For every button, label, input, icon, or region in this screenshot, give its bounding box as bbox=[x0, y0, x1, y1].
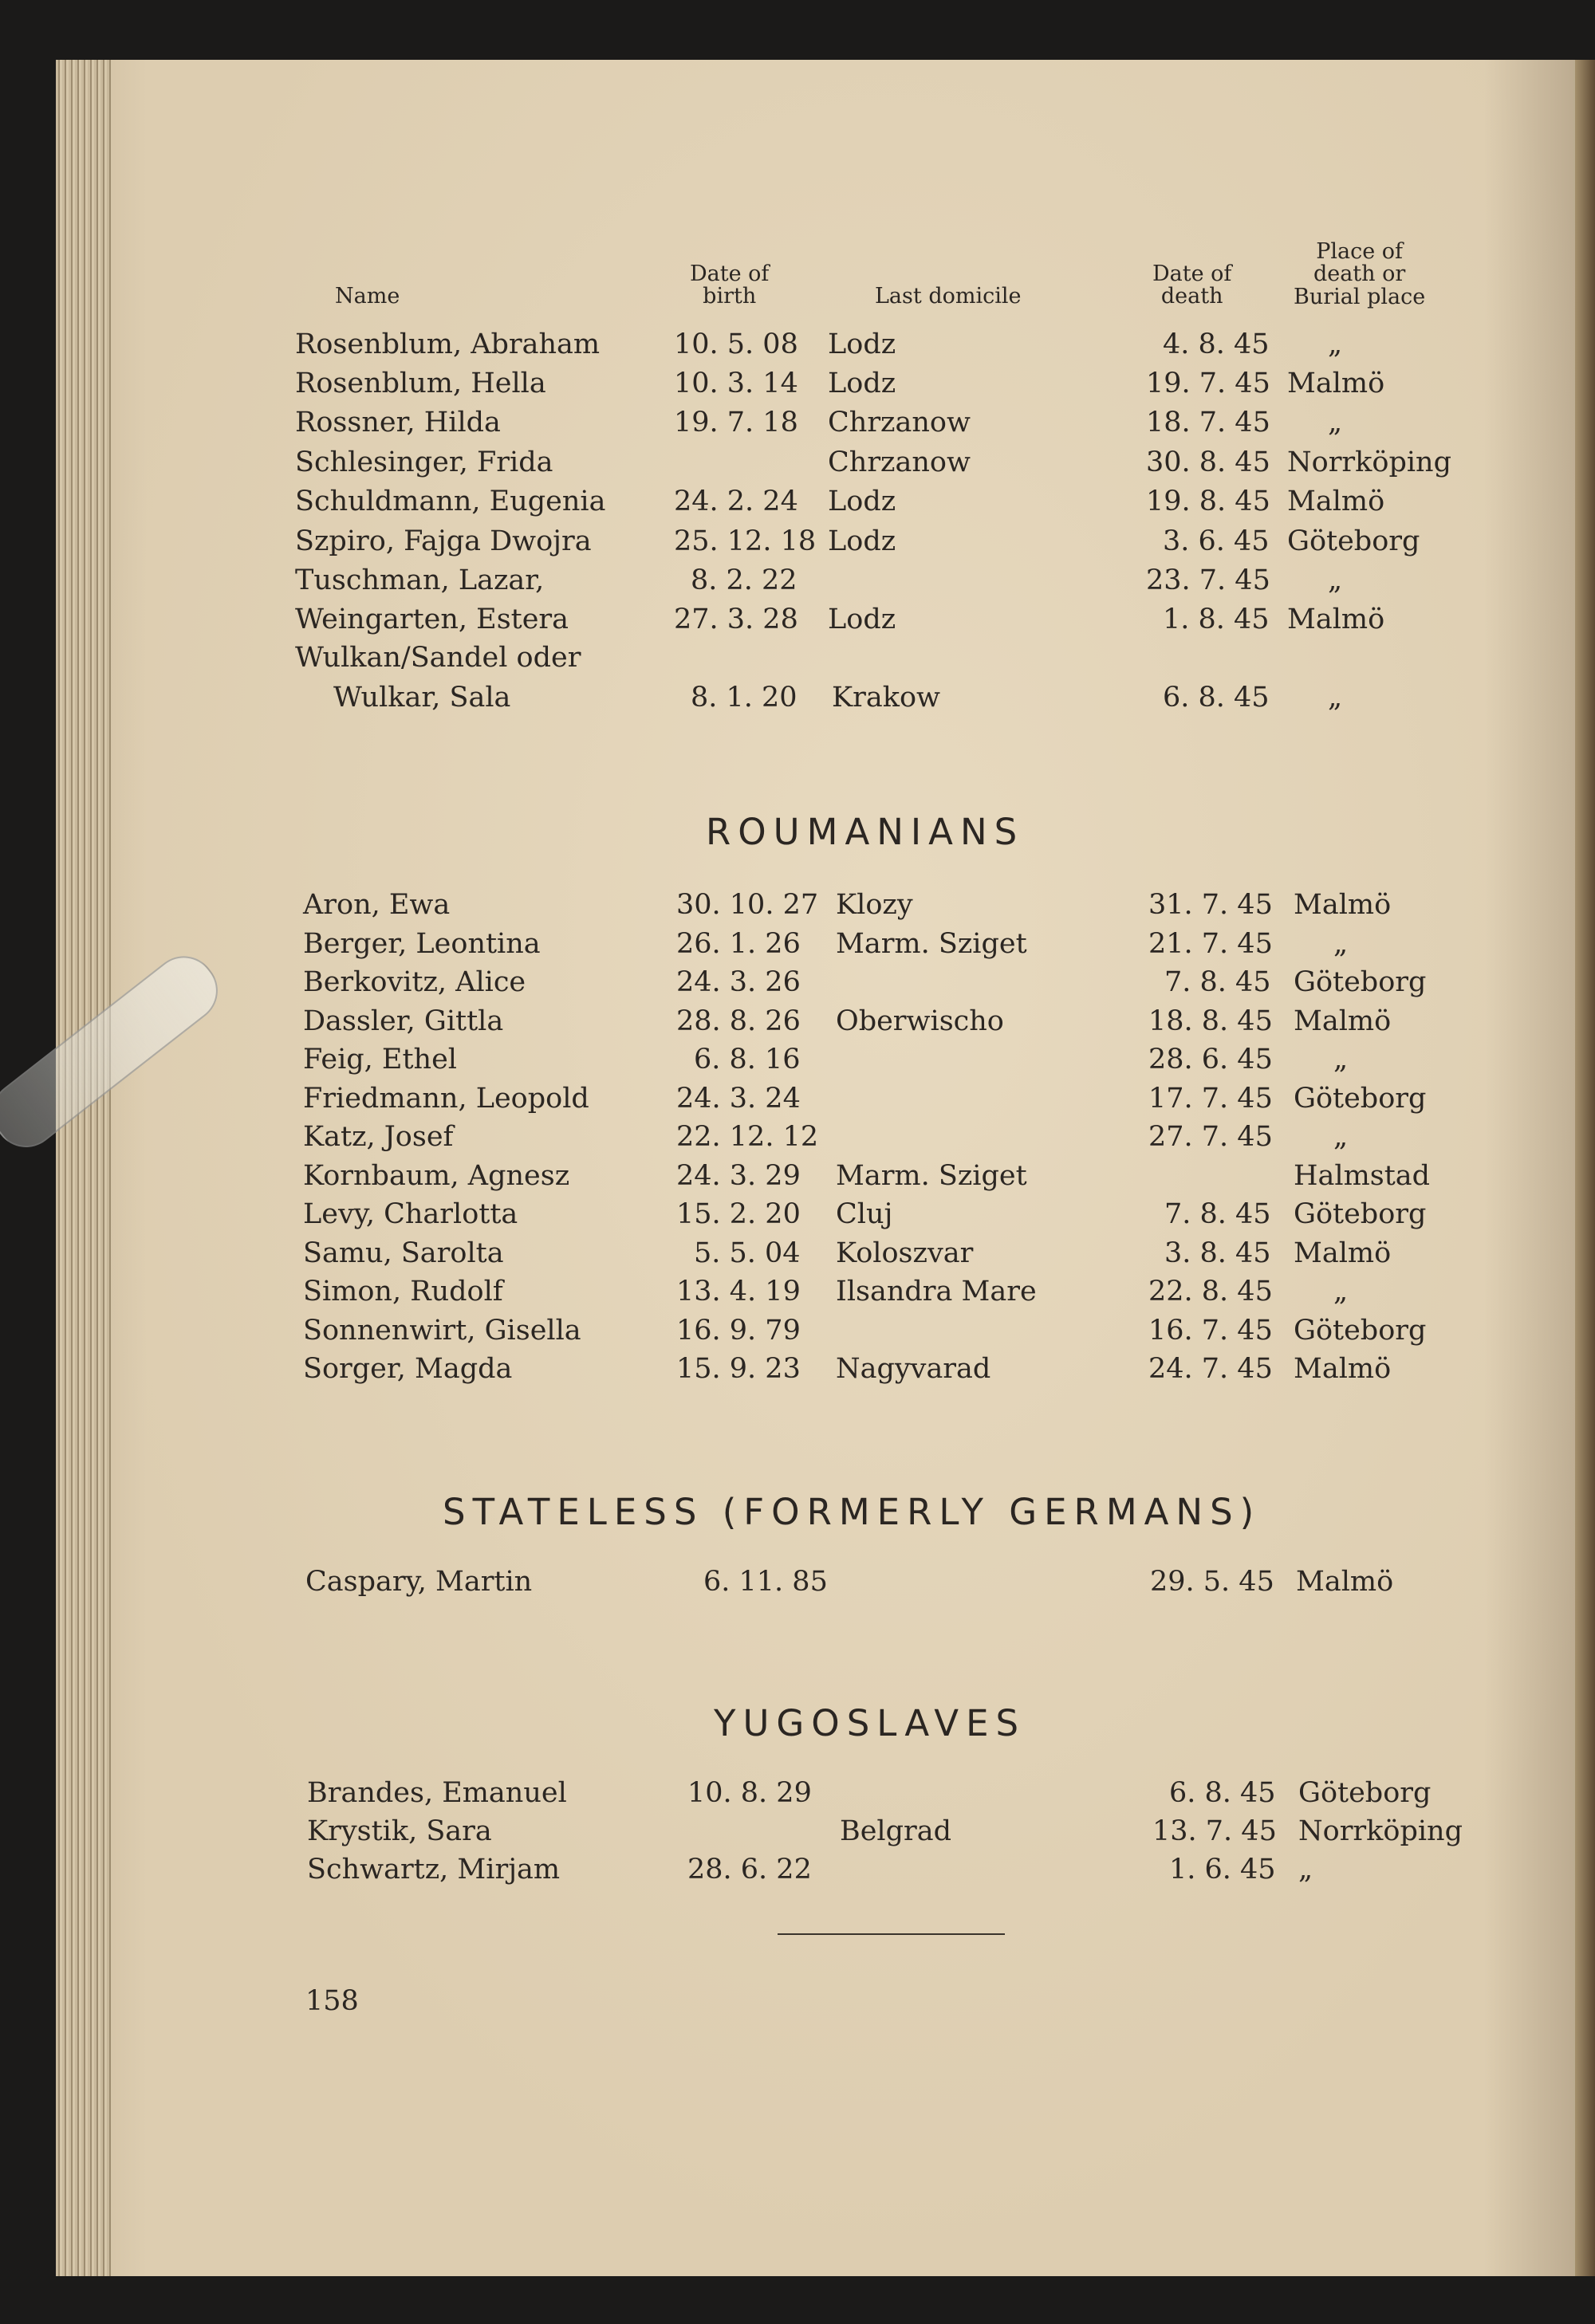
dod-cell: 7. 8. 45 bbox=[1164, 966, 1271, 998]
dob-cell: 24. 3. 24 bbox=[676, 1083, 801, 1115]
dob-cell: 15. 2. 20 bbox=[676, 1198, 801, 1230]
name-cell: Wulkar, Sala bbox=[333, 682, 511, 714]
dob-cell: 24. 2. 24 bbox=[674, 486, 798, 517]
name-cell: Friedmann, Leopold bbox=[303, 1083, 589, 1115]
domicile-cell: Ilsandra Mare bbox=[836, 1276, 1037, 1307]
place-cell: Malmö bbox=[1287, 604, 1385, 635]
dod-cell: 18. 8. 45 bbox=[1148, 1005, 1273, 1037]
dob-cell: 6. 11. 85 bbox=[703, 1566, 828, 1598]
domicile-cell: Cluj bbox=[836, 1198, 893, 1230]
dob-cell: 15. 9. 23 bbox=[676, 1353, 801, 1385]
place-cell: Malmö bbox=[1294, 1353, 1392, 1385]
domicile-cell: Klozy bbox=[836, 889, 913, 921]
page-edges bbox=[56, 60, 112, 2276]
domicile-cell: Marm. Sziget bbox=[836, 1160, 1027, 1192]
place-cell: „ bbox=[1333, 1044, 1349, 1075]
name-cell: Levy, Charlotta bbox=[303, 1198, 518, 1230]
dod-cell: 27. 7. 45 bbox=[1148, 1121, 1273, 1153]
dod-cell: 19. 7. 45 bbox=[1146, 368, 1270, 399]
name-cell: Feig, Ethel bbox=[303, 1044, 457, 1075]
dod-cell: 18. 7. 45 bbox=[1146, 407, 1270, 438]
place-cell: Norrköping bbox=[1287, 446, 1451, 478]
name-cell: Rossner, Hilda bbox=[295, 407, 501, 438]
name-cell: Wulkan/Sandel oder bbox=[295, 642, 581, 674]
section-title-stateless: STATELESS (FORMERLY GERMANS) bbox=[443, 1491, 1262, 1533]
place-cell: „ bbox=[1328, 407, 1343, 438]
domicile-cell: Marm. Sziget bbox=[836, 928, 1027, 960]
header-place-of-death: Place of death or Burial place bbox=[1294, 239, 1426, 309]
name-cell: Simon, Rudolf bbox=[303, 1276, 503, 1307]
dod-cell: 23. 7. 45 bbox=[1146, 564, 1270, 596]
dob-cell: 28. 6. 22 bbox=[687, 1854, 812, 1886]
dob-cell: 8. 2. 22 bbox=[691, 564, 798, 596]
place-cell: „ bbox=[1333, 1121, 1349, 1153]
name-cell: Szpiro, Fajga Dwojra bbox=[295, 525, 592, 557]
closing-rule bbox=[778, 1933, 1005, 1935]
place-cell: Göteborg bbox=[1294, 1083, 1427, 1115]
name-cell: Dassler, Gittla bbox=[303, 1005, 504, 1037]
header-date-of-death: Date of death bbox=[1152, 261, 1232, 309]
domicile-cell: Oberwischo bbox=[836, 1005, 1004, 1037]
section-title-roumanians: ROUMANIANS bbox=[706, 811, 1025, 853]
place-cell: Göteborg bbox=[1298, 1777, 1432, 1809]
domicile-cell: Lodz bbox=[828, 328, 896, 360]
name-cell: Schuldmann, Eugenia bbox=[295, 486, 606, 517]
dod-cell: 29. 5. 45 bbox=[1150, 1566, 1274, 1598]
dob-cell: 10. 8. 29 bbox=[687, 1777, 812, 1809]
name-cell: Sorger, Magda bbox=[303, 1353, 513, 1385]
name-cell: Aron, Ewa bbox=[303, 889, 451, 921]
page-number: 158 bbox=[305, 1985, 359, 2017]
dob-cell: 24. 3. 26 bbox=[676, 966, 801, 998]
dod-cell: 6. 8. 45 bbox=[1169, 1777, 1276, 1809]
dod-cell: 30. 8. 45 bbox=[1146, 446, 1270, 478]
place-cell: Malmö bbox=[1296, 1566, 1394, 1598]
domicile-cell: Belgrad bbox=[840, 1815, 952, 1847]
dob-cell: 24. 3. 29 bbox=[676, 1160, 801, 1192]
name-cell: Katz, Josef bbox=[303, 1121, 454, 1153]
dod-cell: 4. 8. 45 bbox=[1163, 328, 1270, 360]
header-last-domicile: Last domicile bbox=[875, 284, 1022, 309]
dod-cell: 16. 7. 45 bbox=[1148, 1315, 1273, 1347]
place-cell: Göteborg bbox=[1294, 966, 1427, 998]
dod-cell: 21. 7. 45 bbox=[1148, 928, 1273, 960]
name-cell: Rosenblum, Hella bbox=[295, 368, 546, 399]
dod-cell: 1. 6. 45 bbox=[1169, 1854, 1276, 1886]
dod-cell: 28. 6. 45 bbox=[1148, 1044, 1273, 1075]
place-cell: „ bbox=[1333, 1276, 1349, 1307]
dod-cell: 24. 7. 45 bbox=[1148, 1353, 1273, 1385]
section-title-yugoslaves: YUGOSLAVES bbox=[714, 1702, 1026, 1744]
place-cell: „ bbox=[1333, 928, 1349, 960]
dod-cell: 13. 7. 45 bbox=[1152, 1815, 1277, 1847]
dod-cell: 17. 7. 45 bbox=[1148, 1083, 1273, 1115]
name-cell: Tuschman, Lazar, bbox=[295, 564, 545, 596]
header-name: Name bbox=[335, 284, 400, 309]
place-cell: Malmö bbox=[1287, 486, 1385, 517]
dob-cell: 10. 5. 08 bbox=[674, 328, 798, 360]
dod-cell: 31. 7. 45 bbox=[1148, 889, 1273, 921]
place-cell: Malmö bbox=[1294, 889, 1392, 921]
place-cell: Göteborg bbox=[1294, 1198, 1427, 1230]
book-spine bbox=[1575, 60, 1595, 2276]
name-cell: Schlesinger, Frida bbox=[295, 446, 553, 478]
dod-cell: 22. 8. 45 bbox=[1148, 1276, 1273, 1307]
header-date-of-birth: Date of birth bbox=[690, 261, 770, 309]
dob-cell: 13. 4. 19 bbox=[676, 1276, 801, 1307]
dob-cell: 30. 10. 27 bbox=[676, 889, 819, 921]
place-cell: „ bbox=[1328, 564, 1343, 596]
name-cell: Berger, Leontina bbox=[303, 928, 541, 960]
dob-cell: 5. 5. 04 bbox=[694, 1237, 801, 1269]
dob-cell: 8. 1. 20 bbox=[691, 682, 798, 714]
name-cell: Sonnenwirt, Gisella bbox=[303, 1315, 581, 1347]
place-cell: Norrköping bbox=[1298, 1815, 1463, 1847]
dod-cell: 6. 8. 45 bbox=[1163, 682, 1270, 714]
domicile-cell: Lodz bbox=[828, 525, 896, 557]
dob-cell: 6. 8. 16 bbox=[694, 1044, 801, 1075]
dod-cell: 7. 8. 45 bbox=[1164, 1198, 1271, 1230]
dob-cell: 19. 7. 18 bbox=[674, 407, 798, 438]
dob-cell: 27. 3. 28 bbox=[674, 604, 798, 635]
dob-cell: 28. 8. 26 bbox=[676, 1005, 801, 1037]
place-cell: „ bbox=[1328, 328, 1343, 360]
domicile-cell: Koloszvar bbox=[836, 1237, 974, 1269]
name-cell: Weingarten, Estera bbox=[295, 604, 569, 635]
dod-cell: 19. 8. 45 bbox=[1146, 486, 1270, 517]
domicile-cell: Chrzanow bbox=[828, 446, 971, 478]
name-cell: Rosenblum, Abraham bbox=[295, 328, 601, 360]
name-cell: Caspary, Martin bbox=[305, 1566, 533, 1598]
name-cell: Brandes, Emanuel bbox=[307, 1777, 567, 1809]
domicile-cell: Lodz bbox=[828, 604, 896, 635]
domicile-cell: Chrzanow bbox=[828, 407, 971, 438]
dob-cell: 10. 3. 14 bbox=[674, 368, 798, 399]
dod-cell: 3. 6. 45 bbox=[1163, 525, 1270, 557]
name-cell: Berkovitz, Alice bbox=[303, 966, 526, 998]
dob-cell: 25. 12. 18 bbox=[674, 525, 817, 557]
dob-cell: 26. 1. 26 bbox=[676, 928, 801, 960]
place-cell: Malmö bbox=[1294, 1237, 1392, 1269]
name-cell: Kornbaum, Agnesz bbox=[303, 1160, 570, 1192]
dod-cell: 3. 8. 45 bbox=[1164, 1237, 1271, 1269]
name-cell: Krystik, Sara bbox=[307, 1815, 492, 1847]
dob-cell: 22. 12. 12 bbox=[676, 1121, 819, 1153]
place-cell: „ bbox=[1328, 682, 1343, 714]
name-cell: Schwartz, Mirjam bbox=[307, 1854, 561, 1886]
domicile-cell: Lodz bbox=[828, 486, 896, 517]
place-cell: Malmö bbox=[1287, 368, 1385, 399]
domicile-cell: Krakow bbox=[832, 682, 940, 714]
domicile-cell: Lodz bbox=[828, 368, 896, 399]
place-cell: Göteborg bbox=[1287, 525, 1420, 557]
dod-cell: 1. 8. 45 bbox=[1163, 604, 1270, 635]
dob-cell: 16. 9. 79 bbox=[676, 1315, 801, 1347]
place-cell: Halmstad bbox=[1294, 1160, 1431, 1192]
place-cell: Göteborg bbox=[1294, 1315, 1427, 1347]
domicile-cell: Nagyvarad bbox=[836, 1353, 991, 1385]
name-cell: Samu, Sarolta bbox=[303, 1237, 504, 1269]
place-cell: Malmö bbox=[1294, 1005, 1392, 1037]
place-cell: „ bbox=[1298, 1854, 1313, 1886]
